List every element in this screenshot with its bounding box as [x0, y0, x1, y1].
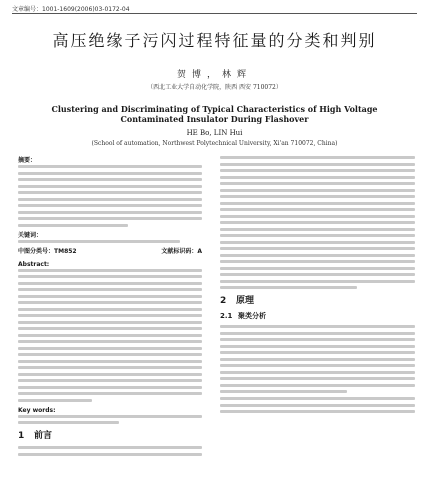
keywords-en-text: [18, 415, 202, 425]
keywords-cn-label: 关键词：: [18, 231, 43, 239]
intro-continued-text: [220, 156, 415, 289]
journal-masthead: 文章编号：1001-1609(2006)03-0172-04: [12, 6, 130, 13]
affiliation-cn: （西北工业大学自动化学院，陕西 西安 710072）: [147, 84, 282, 91]
keywords-cn-text: [18, 240, 202, 243]
masthead-rule: [12, 13, 417, 14]
section-1-heading: 1 前言: [18, 431, 53, 441]
classification-row: [18, 247, 202, 256]
section-1-text: [18, 446, 202, 456]
document-code: 文献标识码：A: [161, 247, 202, 255]
abstract-en-label: Abstract:: [18, 260, 50, 268]
keywords-en-label: Key words:: [18, 406, 56, 414]
paper-title-en-line-2: Contaminated Insulator During Flashover: [120, 114, 309, 124]
abstract-en-text: [18, 269, 202, 402]
right-column: [220, 156, 415, 499]
abstract-cn-label: 摘要：: [18, 157, 37, 164]
section-2-1-text: [220, 325, 415, 393]
abstract-cn-text: [18, 165, 202, 227]
paper-title-cn: 高压绝缘子污闪过程特征量的分类和判别: [52, 31, 377, 50]
affiliation-en: (School of automation, Northwest Polytechnical University, Xi'an 710072, China): [91, 140, 338, 147]
section-2-heading: 2 原理: [220, 296, 255, 306]
section-2-1-heading: 2.1 聚类分析: [220, 312, 266, 320]
paper-title-en-line-1: Clustering and Discriminating of Typical Characteristics of High Voltage: [51, 104, 378, 114]
clc-number: 中图分类号：TM852: [18, 247, 77, 255]
section-2-1-text-2: [220, 397, 415, 413]
authors-cn: 贺博，林辉: [176, 70, 252, 80]
authors-en: HE Bo, LIN Hui: [186, 129, 243, 137]
left-column: [18, 156, 202, 499]
paper-title-en: [0, 104, 429, 124]
